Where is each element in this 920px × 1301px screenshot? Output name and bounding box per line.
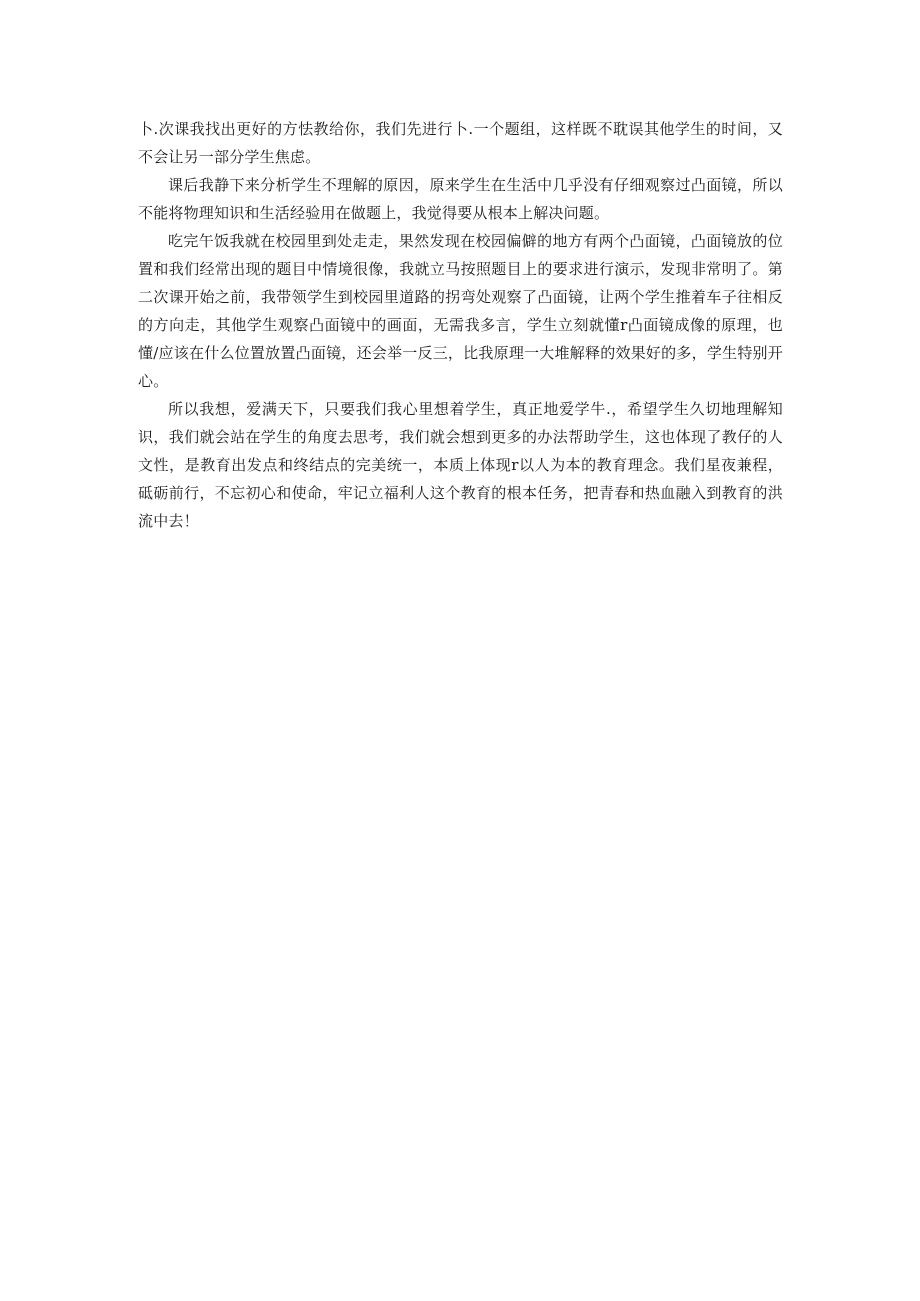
paragraph-1: 卜.次课我找出更好的方怯教给你，我们先进行卜.一个题组，这样既不耽误其他学生的时间，又不会让另一部分学生焦虑。 (138, 120, 783, 166)
paragraph-4: 所以我想，爱满天下，只要我们我心里想着学生，真正地爱学牛.，希望学生久切地理解知识，我们就会站在学生的角度去思考，我们就会想到更多的办法帮助学生，这也体现了教仔的人文性，是教育出发点和终结点的完美统一，本质上体现r以人为本的教育理念。我们星夜兼程，砥砺前行，不忘初心和使命，牢记立福利人这个教育的根本任务，把青春和热血融入到教育的洪流中去！ (138, 400, 783, 530)
paragraph-2: 课后我静下来分析学生不理解的原因，原来学生在生活中几乎没有仔细观察过凸面镜，所以不能将物理知识和生活经验用在做题上，我觉得要从根本上解决问题。 (138, 176, 783, 222)
document-body (138, 115, 783, 535)
paragraph-3: 吃完午饭我就在校园里到处走走，果然发现在校园偏僻的地方有两个凸面镜，凸面镜放的位置和我们经常出现的题目中情境很像，我就立马按照题目上的要求进行演示，发现非常明了。第二次课开始之前，我带领学生到校园里道路的拐弯处观察了凸面镜，让两个学生推着车子往相反的方向走，其他学生观察凸面镜中的画面，无需我多言，学生立刻就懂r凸面镜成像的原理，也懂/应该在什么位置放置凸面镜，还会举一反三，比我原理一大堆解释的效果好的多，学生特别开心。 (138, 232, 783, 390)
